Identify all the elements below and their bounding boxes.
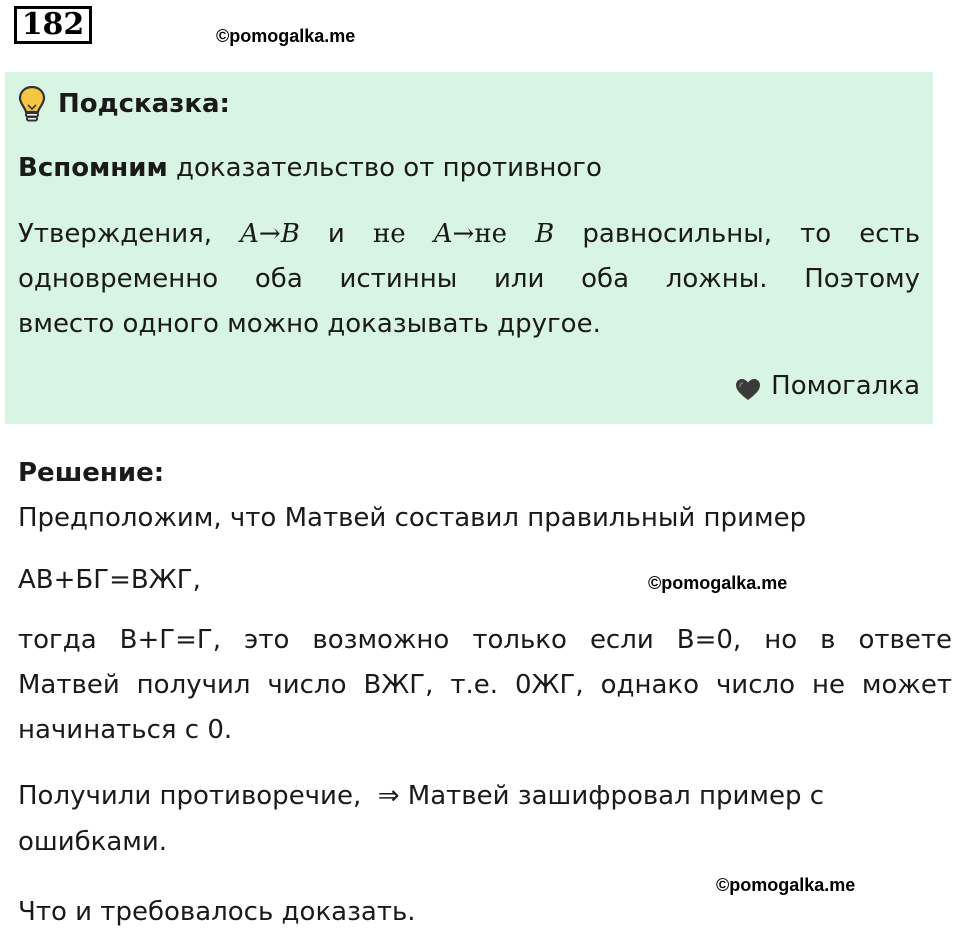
hint-line-1-word: равносильны,	[582, 219, 772, 249]
hint-line-2-word: одновременно	[18, 264, 219, 294]
hint-line-2-word: оба	[581, 264, 630, 294]
hint-line-1-word: то	[800, 219, 832, 249]
solution-p3-line-2	[18, 663, 952, 707]
hint-line-2-word: истинны	[339, 264, 458, 294]
hint-title	[18, 84, 230, 124]
word: число	[715, 670, 796, 700]
word: ответе	[858, 625, 952, 655]
word: т.е.	[450, 670, 499, 700]
hint-recall-rest: доказательство от противного	[167, 153, 602, 183]
hint-line-2-word: оба	[254, 264, 303, 294]
task-number: 182	[14, 6, 92, 44]
word: получил	[136, 670, 251, 700]
hint-line-2-word: или	[493, 264, 545, 294]
word: число	[267, 670, 347, 700]
word: если	[589, 625, 654, 655]
word: может	[861, 670, 952, 700]
word: возможно	[312, 625, 450, 655]
solution-p4-line-1: Получили противоречие, ⇒ Матвей зашифровал пример с	[18, 781, 825, 811]
word: но	[764, 625, 798, 655]
brand-name: Помогалка	[771, 371, 920, 401]
hint-title-text: Подсказка:	[58, 89, 230, 119]
word: однако	[600, 670, 699, 700]
math-a-implies-b: A→B	[240, 219, 300, 249]
hint-recall-bold: Вспомним	[18, 153, 168, 183]
word: тогда	[18, 625, 97, 655]
word: не	[811, 670, 845, 700]
heart-icon	[735, 374, 761, 398]
hint-line-1-word: есть	[859, 219, 921, 249]
word: только	[472, 625, 567, 655]
solution-p4-line-2: ошибками.	[18, 827, 168, 857]
math-not-a-implies-not-b: не A→не B	[372, 219, 555, 249]
watermark-middle: ©pomogalka.me	[648, 573, 788, 593]
hint-line-2-word: ложны.	[665, 264, 768, 294]
hint-line-1	[18, 212, 920, 256]
hint-line-1-and: и	[327, 219, 345, 249]
lightbulb-icon	[18, 85, 46, 123]
solution-p2: АВ+БГ=ВЖГ,	[18, 565, 201, 595]
brand-signature	[735, 366, 920, 406]
hint-line-1-start: Утверждения,	[18, 219, 213, 249]
word: В=0,	[676, 625, 742, 655]
word: ВЖГ,	[363, 670, 434, 700]
solution-p3-line-3: начинаться с 0.	[18, 715, 233, 745]
solution-heading: Решение:	[18, 458, 165, 488]
word: это	[244, 625, 290, 655]
solution-p3-line-1	[18, 618, 952, 662]
word: 0ЖГ,	[514, 670, 584, 700]
watermark-top: ©pomogalka.me	[216, 26, 356, 46]
solution-p1: Предположим, что Матвей составил правильный пример	[18, 503, 807, 533]
hint-line-3: вместо одного можно доказывать другое.	[18, 309, 601, 339]
word: Матвей	[18, 670, 120, 700]
solution-conclusion: Что и требовалось доказать.	[18, 897, 416, 927]
word: В+Г=Г,	[119, 625, 222, 655]
hint-recall	[18, 146, 602, 190]
watermark-bottom: ©pomogalka.me	[716, 875, 856, 895]
hint-line-2-word: Поэтому	[804, 264, 921, 294]
hint-line-2	[18, 257, 920, 301]
word: в	[820, 625, 836, 655]
